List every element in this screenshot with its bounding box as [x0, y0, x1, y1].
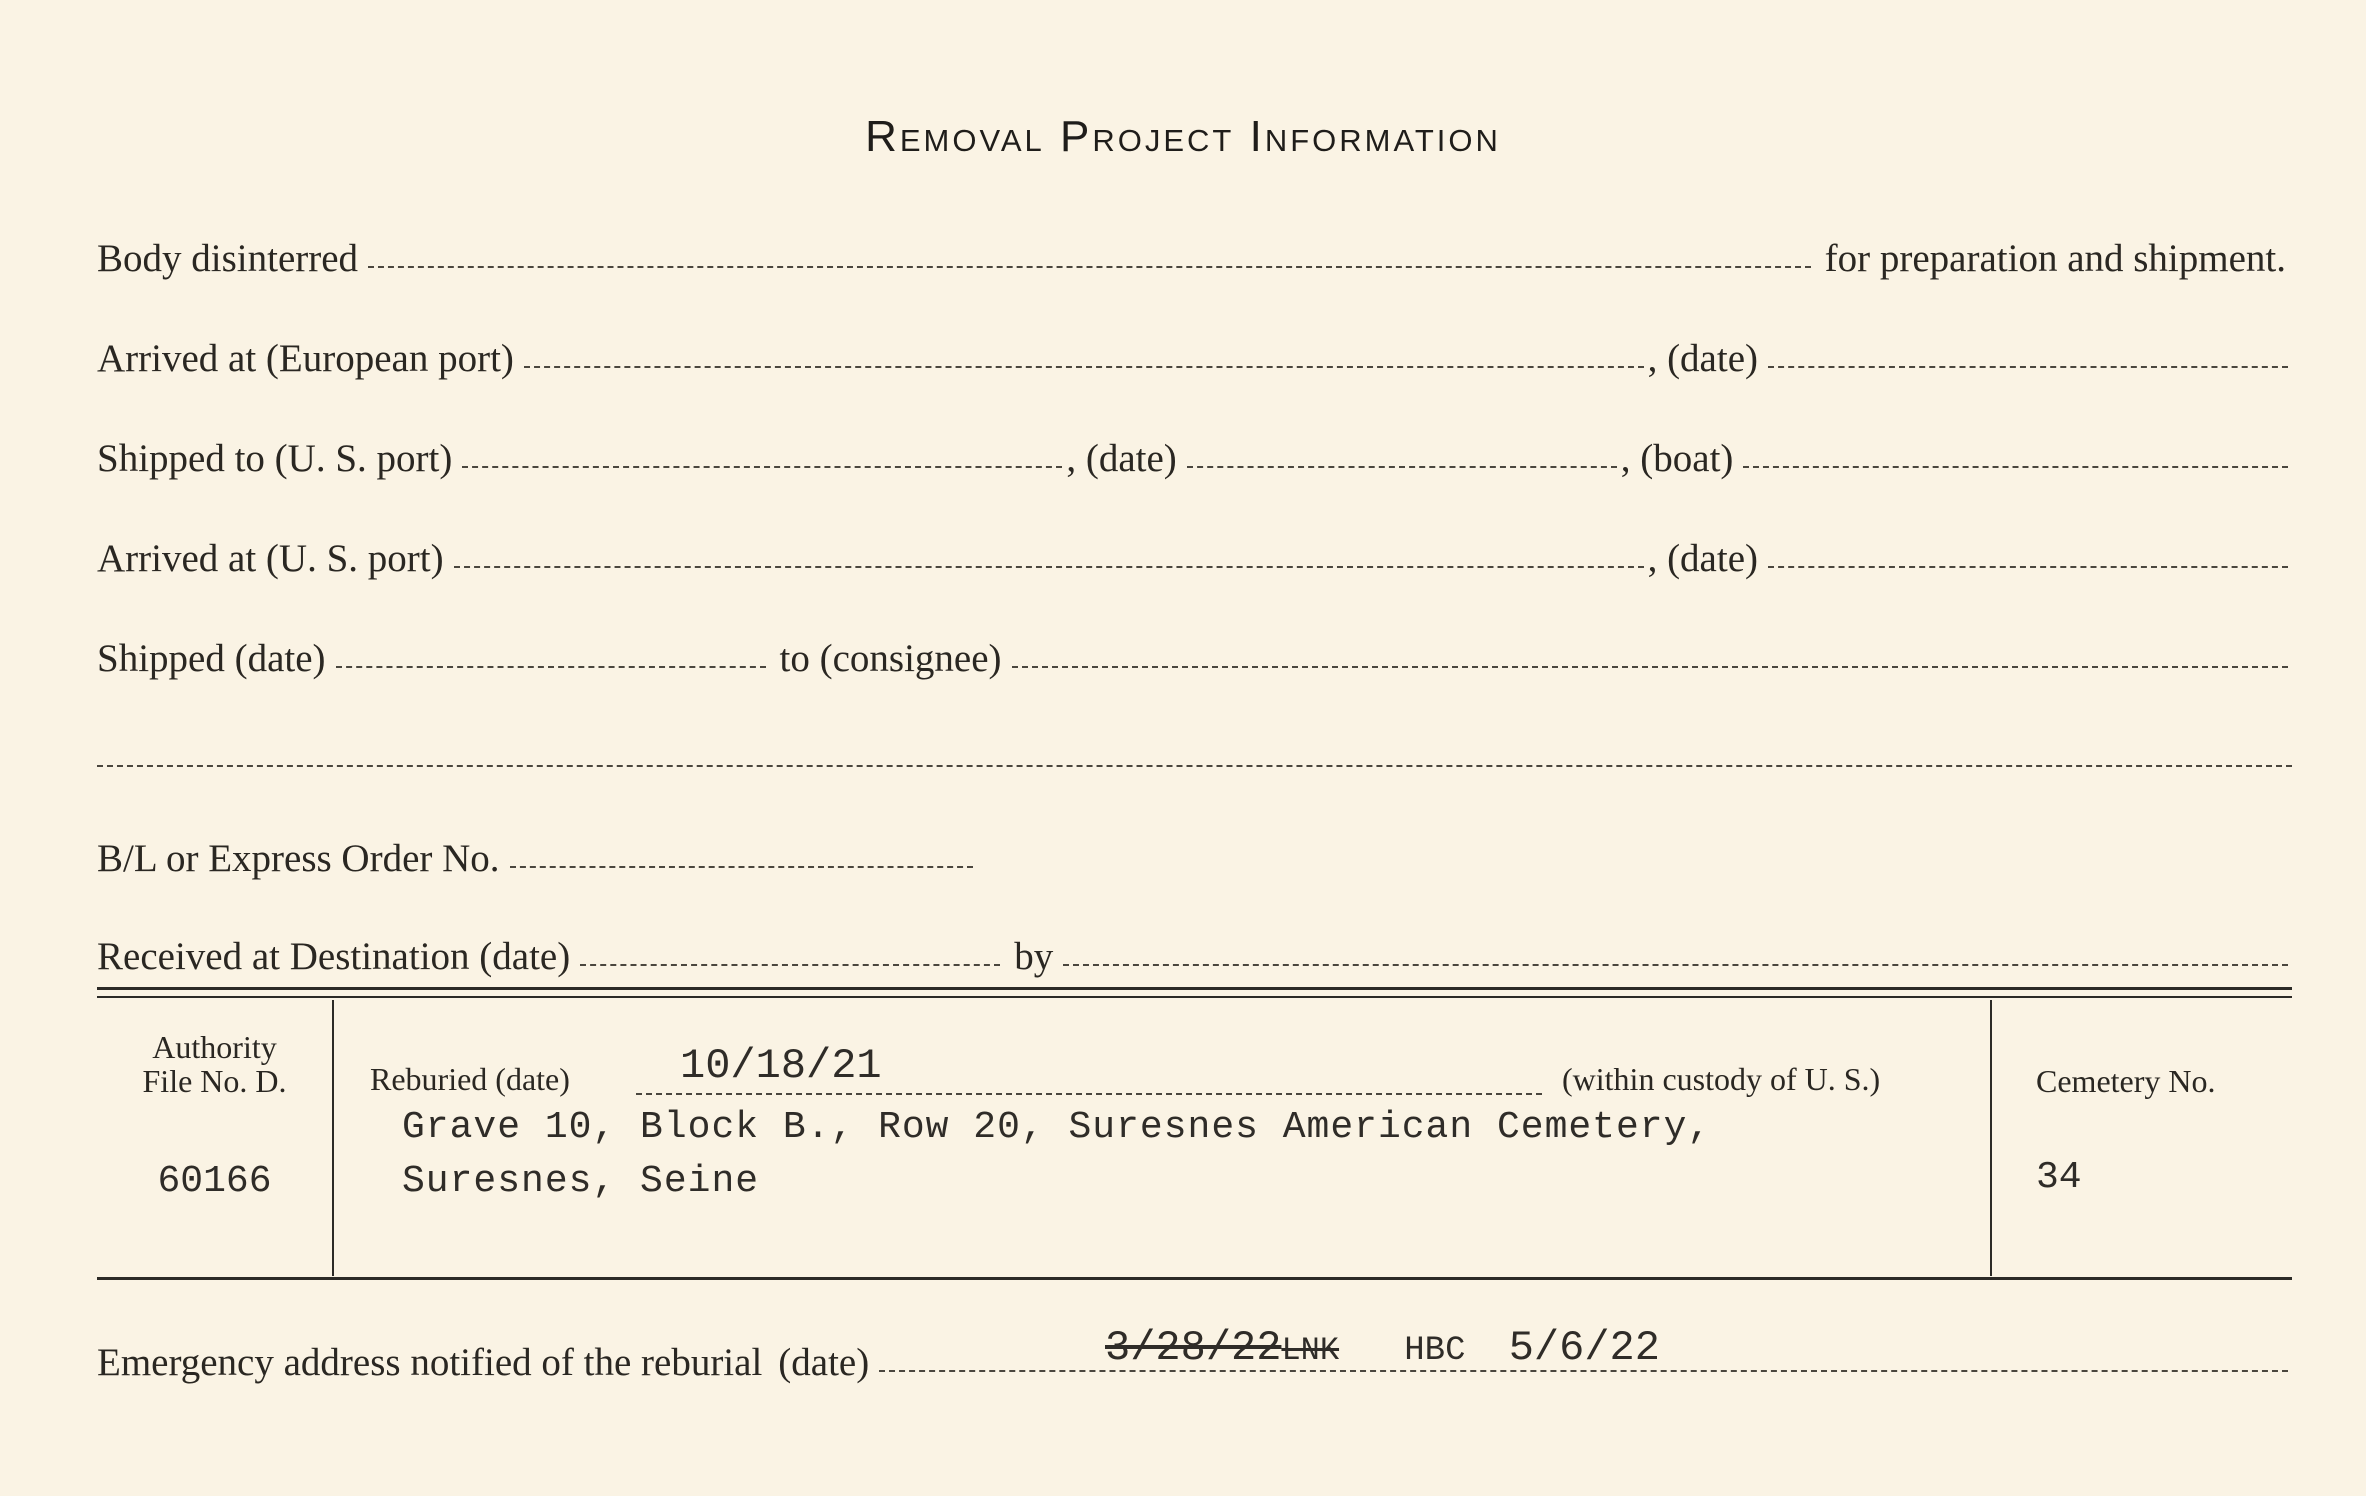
reburied-date-field[interactable] — [636, 1093, 1542, 1095]
consignee-continuation-line[interactable] — [97, 765, 2292, 767]
emergency-entries — [1105, 1324, 1660, 1372]
shipped-to-us-row — [97, 422, 2292, 478]
reburied-label: Reburied (date) — [370, 1061, 570, 1097]
bl-order-label: B/L or Express Order No. — [97, 837, 500, 880]
arrived-us-date-label: , (date) — [1647, 537, 1758, 580]
emergency-label: Emergency address notified of the reburial — [97, 1341, 763, 1384]
arrived-us-row — [97, 522, 2292, 578]
by-label: by — [1014, 935, 1054, 978]
arrived-european-date-label: , (date) — [1647, 337, 1758, 380]
emergency-date-label: (date) — [778, 1341, 870, 1384]
page-title: Removal Project Information — [865, 112, 1501, 161]
authority-label-line-2: File No. D. — [142, 1063, 287, 1099]
struck-date-value: 3/28/22 — [1105, 1324, 1282, 1372]
arrived-us-port-field[interactable] — [454, 566, 1644, 568]
shipped-date-only-label: Shipped (date) — [97, 637, 326, 680]
custody-label: (within custody of U. S.) — [1562, 1061, 1881, 1097]
arrived-european-label: Arrived at (European port) — [97, 337, 514, 380]
emergency-date-value: 5/6/22 — [1508, 1324, 1660, 1372]
body-disinterred-row — [97, 222, 2292, 278]
shipped-to-us-date-field[interactable] — [1187, 466, 1617, 468]
arrived-european-row — [97, 322, 2292, 378]
grave-location-line-2: Suresnes, Seine — [402, 1160, 760, 1203]
body-disinterred-field[interactable] — [368, 266, 1811, 268]
shipped-date-label: , (date) — [1066, 437, 1177, 480]
reburied-date-value: 10/18/21 — [680, 1042, 882, 1090]
boat-label: , (boat) — [1620, 437, 1734, 480]
arrived-european-date-field[interactable] — [1768, 366, 2288, 368]
authority-label — [97, 1030, 332, 1098]
bl-order-field[interactable] — [510, 866, 973, 868]
body-disinterred-label: Body disinterred — [97, 237, 359, 280]
cemetery-number-value: 34 — [2036, 1156, 2082, 1199]
cemetery-label: Cemetery No. — [2036, 1063, 2216, 1099]
table-divider-left — [332, 1000, 334, 1276]
shipped-date-field[interactable] — [336, 666, 766, 668]
us-port-field[interactable] — [462, 466, 1062, 468]
shipped-consignee-row — [97, 622, 2292, 678]
consignee-field[interactable] — [1012, 666, 2288, 668]
initials-value: HBC — [1404, 1332, 1466, 1370]
received-date-field[interactable] — [580, 964, 1000, 966]
arrived-us-label: Arrived at (U. S. port) — [97, 537, 444, 580]
european-port-field[interactable] — [524, 366, 1644, 368]
file-number-value: 60166 — [157, 1160, 272, 1203]
authority-label-line-1: Authority — [152, 1029, 277, 1065]
arrived-us-date-field[interactable] — [1768, 566, 2288, 568]
bl-order-row — [97, 822, 977, 878]
received-by-field[interactable] — [1063, 964, 2288, 966]
table-divider-right — [1990, 1000, 1992, 1276]
received-row — [97, 920, 2292, 976]
table-bottom-rule — [97, 1277, 2292, 1280]
table-top-rule-2 — [97, 996, 2292, 998]
table-top-rule-1 — [97, 987, 2292, 990]
boat-field[interactable] — [1743, 466, 2288, 468]
received-label: Received at Destination (date) — [97, 935, 571, 978]
consignee-label: to (consignee) — [779, 637, 1002, 680]
preparation-shipment-label: for preparation and shipment. — [1824, 237, 2286, 280]
struck-initials-value: LNK — [1281, 1332, 1340, 1369]
shipped-to-us-label: Shipped to (U. S. port) — [97, 437, 453, 480]
grave-location-line-1: Grave 10, Block B., Row 20, Suresnes American Cemetery, — [402, 1106, 1712, 1149]
